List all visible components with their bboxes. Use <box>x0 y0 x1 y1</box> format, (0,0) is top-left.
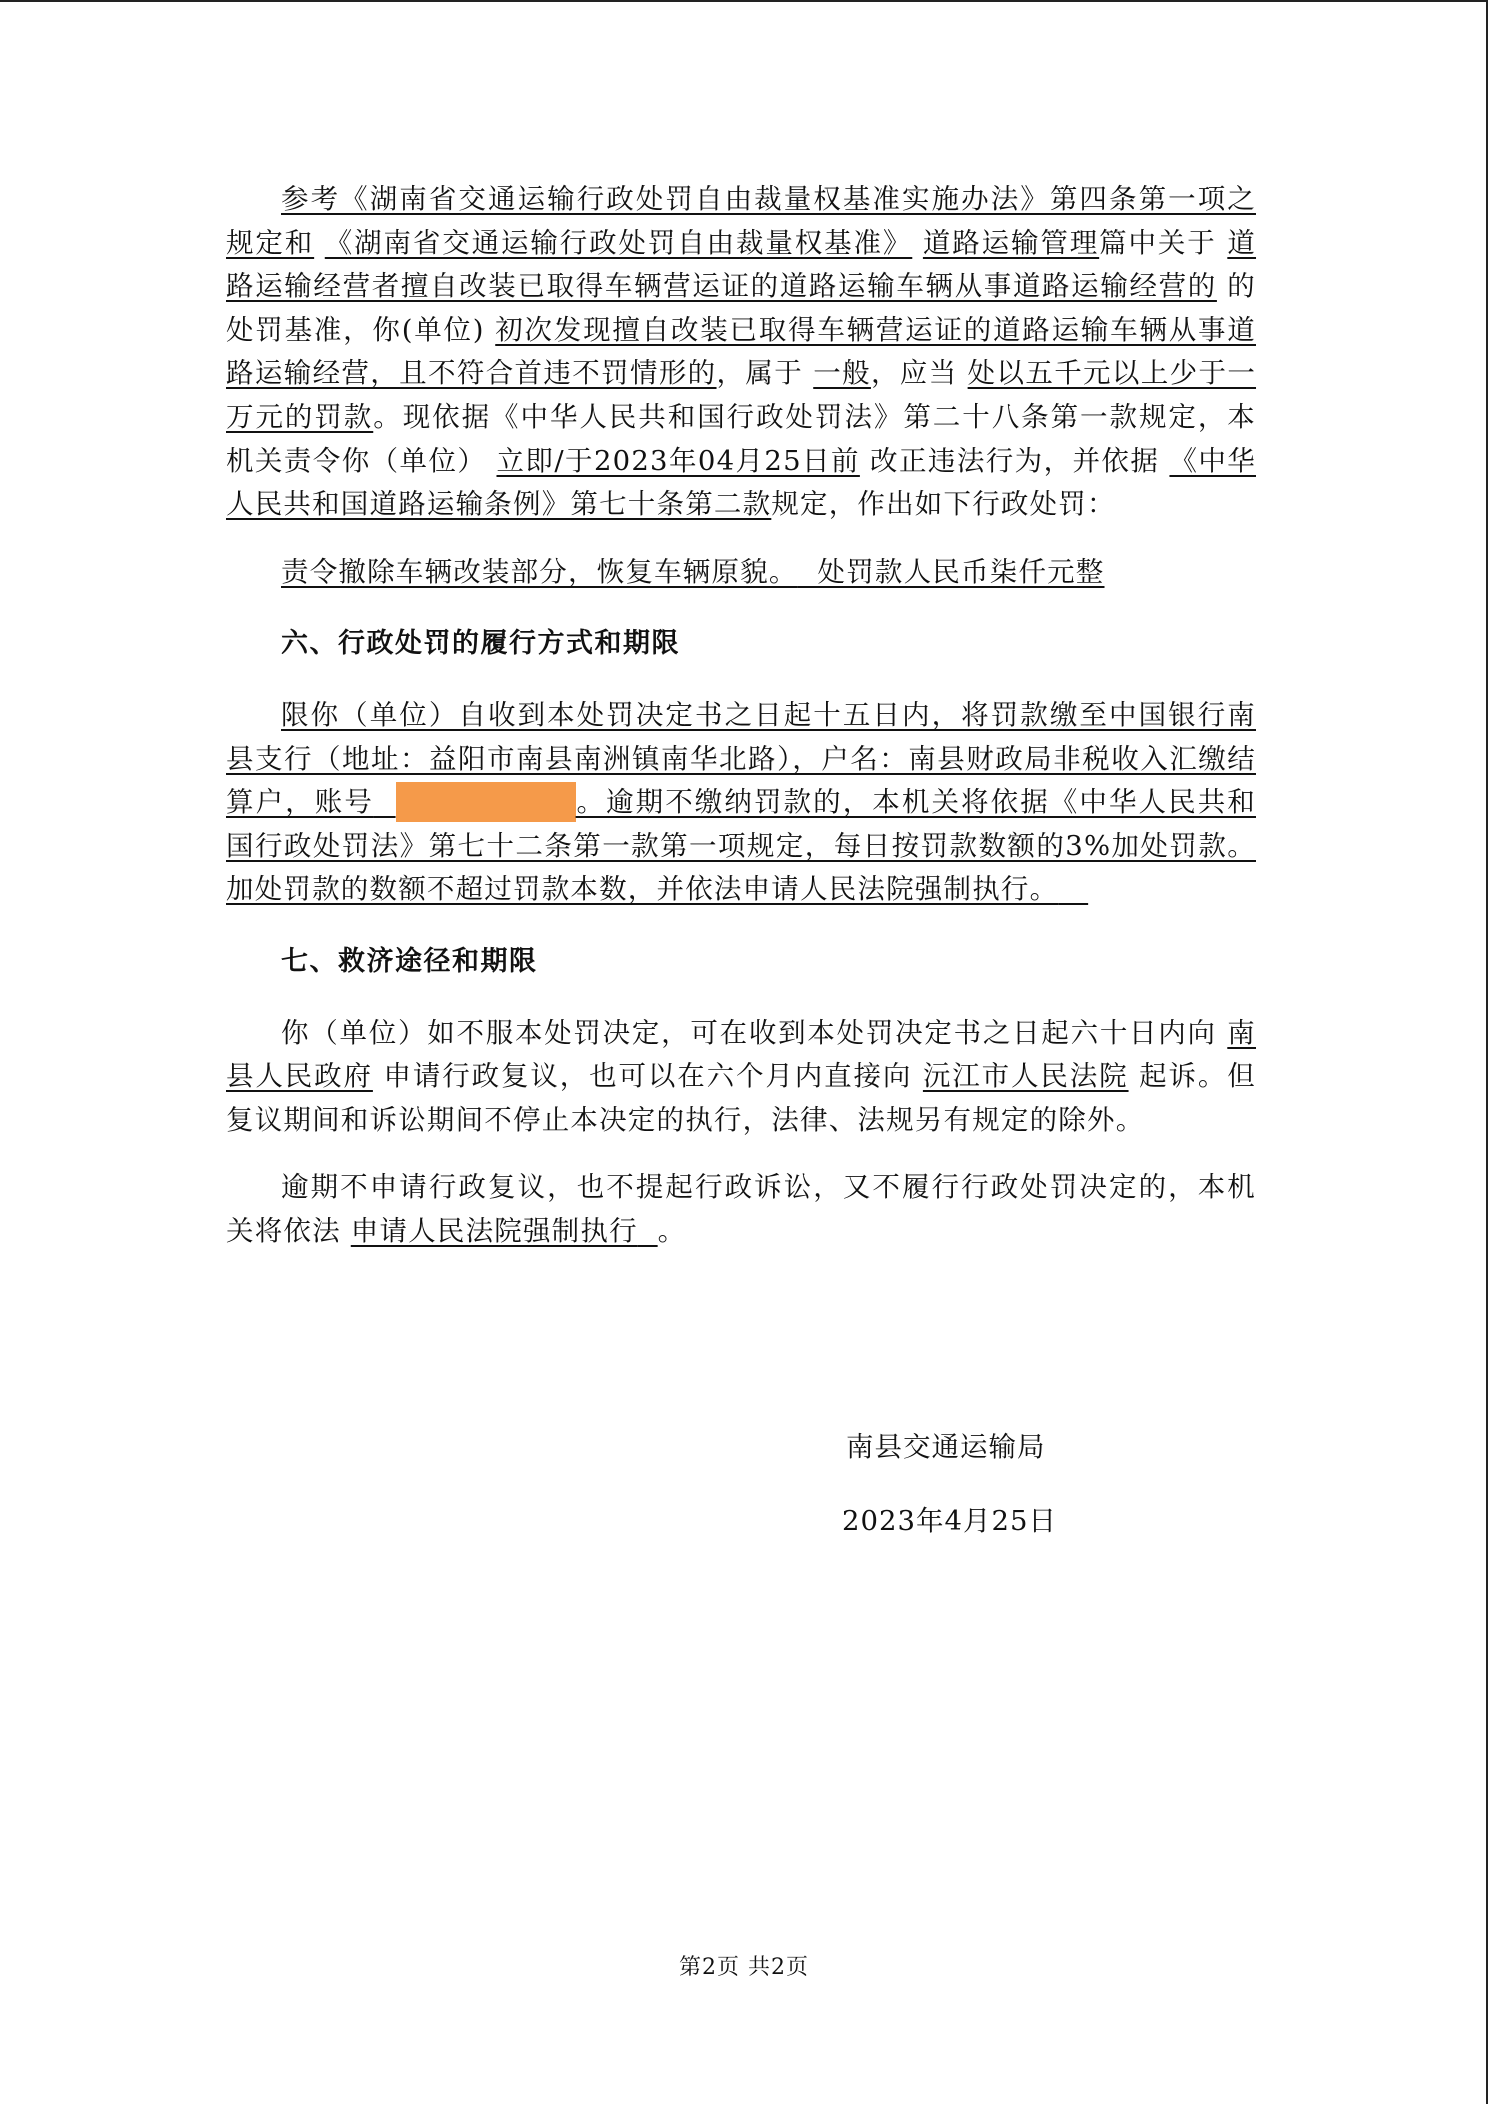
reference-text-4: ，属于 <box>716 357 804 390</box>
section-seven-body <box>226 1012 1256 1143</box>
severity-level: 一般 <box>813 357 871 390</box>
review-authority: 南县人民政府 <box>226 1016 1256 1093</box>
page-number: 第2页 共2页 <box>679 1955 809 1980</box>
discretion-standard-title: 《湖南省交通运输行政处罚自由裁量权基准》 <box>324 226 913 259</box>
closing-text-1: 逾期不申请行政复议，也不提起行政诉讼，又不履行行政处罚决定的，本机关将依法 <box>226 1171 1256 1247</box>
closing-paragraph <box>226 1166 1256 1253</box>
penalty-fine: 处罚款人民币柒仟元整 <box>817 555 1105 588</box>
reference-text-8: 规定，作出如下行政处罚： <box>771 488 1116 521</box>
correction-deadline: 立即/于2023年04月25日前 <box>496 444 860 477</box>
closing-text-2: 。 <box>657 1214 687 1247</box>
issue-date: 2023年4月25日 <box>842 1505 1057 1537</box>
reference-text-6: 。现依据《中华人民共和国行政处罚法》第二十八条第一款规定，本机关责令你（单位） <box>226 400 1256 477</box>
enforcement-action: 申请人民法院强制执行 <box>350 1214 638 1247</box>
reference-text-3: 的处罚基准，你(单位) <box>226 270 1256 346</box>
penalty-correction: 责令撤除车辆改装部分，恢复车辆原貌。 <box>281 555 798 588</box>
penalty-range: 处以五千元以上少于一万元的罚款 <box>226 357 1257 433</box>
violation-circumstance: 初次发现擅自改装已取得车辆营运证的道路运输车辆从事道路运输经营，且不符合首违不罚情形的 <box>226 313 1256 390</box>
reference-text-7: 改正违法行为，并依据 <box>870 444 1160 477</box>
payment-instructions: 限你（单位）自收到本处罚决定书之日起十五日内，将罚款缴至中国银行南县支行（地址：益阳市南县南洲镇南华北路），户名：南县财政局非税收入汇缴结算户，账号 <box>226 698 1256 819</box>
late-payment-terms: 。逾期不缴纳罚款的，本机关将依据《中华人民共和国行政处罚法》第七十二条第一款第一项规定，每日按罚款数额的3%加处罚款。加处罚款的数额不超过罚款本数，并依法申请人民法院强制执行。 <box>226 786 1256 906</box>
remedy-text-2: 申请行政复议，也可以在六个月内直接向 <box>383 1060 913 1093</box>
signature-block <box>842 1431 1057 1537</box>
legal-basis: 《中华人民共和国道路运输条例》第七十条第二款 <box>226 444 1256 521</box>
issuing-organization: 南县交通运输局 <box>846 1431 1046 1463</box>
reference-text-5: ，应当 <box>870 357 958 390</box>
reference-text-2: 篇中关于 <box>1099 226 1217 259</box>
section-six-heading: 六、行政处罚的履行方式和期限 <box>281 628 680 660</box>
section-seven-heading: 七、救济途径和期限 <box>281 945 538 977</box>
page-top-border <box>0 0 1488 2</box>
paragraph-reference <box>226 178 1256 527</box>
redacted-account-number <box>396 782 576 822</box>
section-six-body <box>226 694 1256 912</box>
remedy-text-3: 起诉。但复议期间和诉讼期间不停止本决定的执行，法律、法规另有规定的除外。 <box>226 1060 1256 1136</box>
chapter-name: 道路运输管理 <box>922 226 1100 259</box>
document-body <box>226 178 1256 1253</box>
court-name: 沅江市人民法院 <box>922 1060 1129 1093</box>
penalty-decision <box>226 551 1256 595</box>
remedy-text-1: 你（单位）如不服本处罚决定，可在收到本处罚决定书之日起六十日内向 <box>281 1016 1217 1049</box>
violation-type: 道路运输经营者擅自改装已取得车辆营运证的道路运输车辆从事道路运输经营的 <box>226 226 1257 303</box>
reference-standard-text: 参考《湖南省交通运输行政处罚自由裁量权基准实施办法》第四条第一项之规定和 <box>226 183 1256 259</box>
